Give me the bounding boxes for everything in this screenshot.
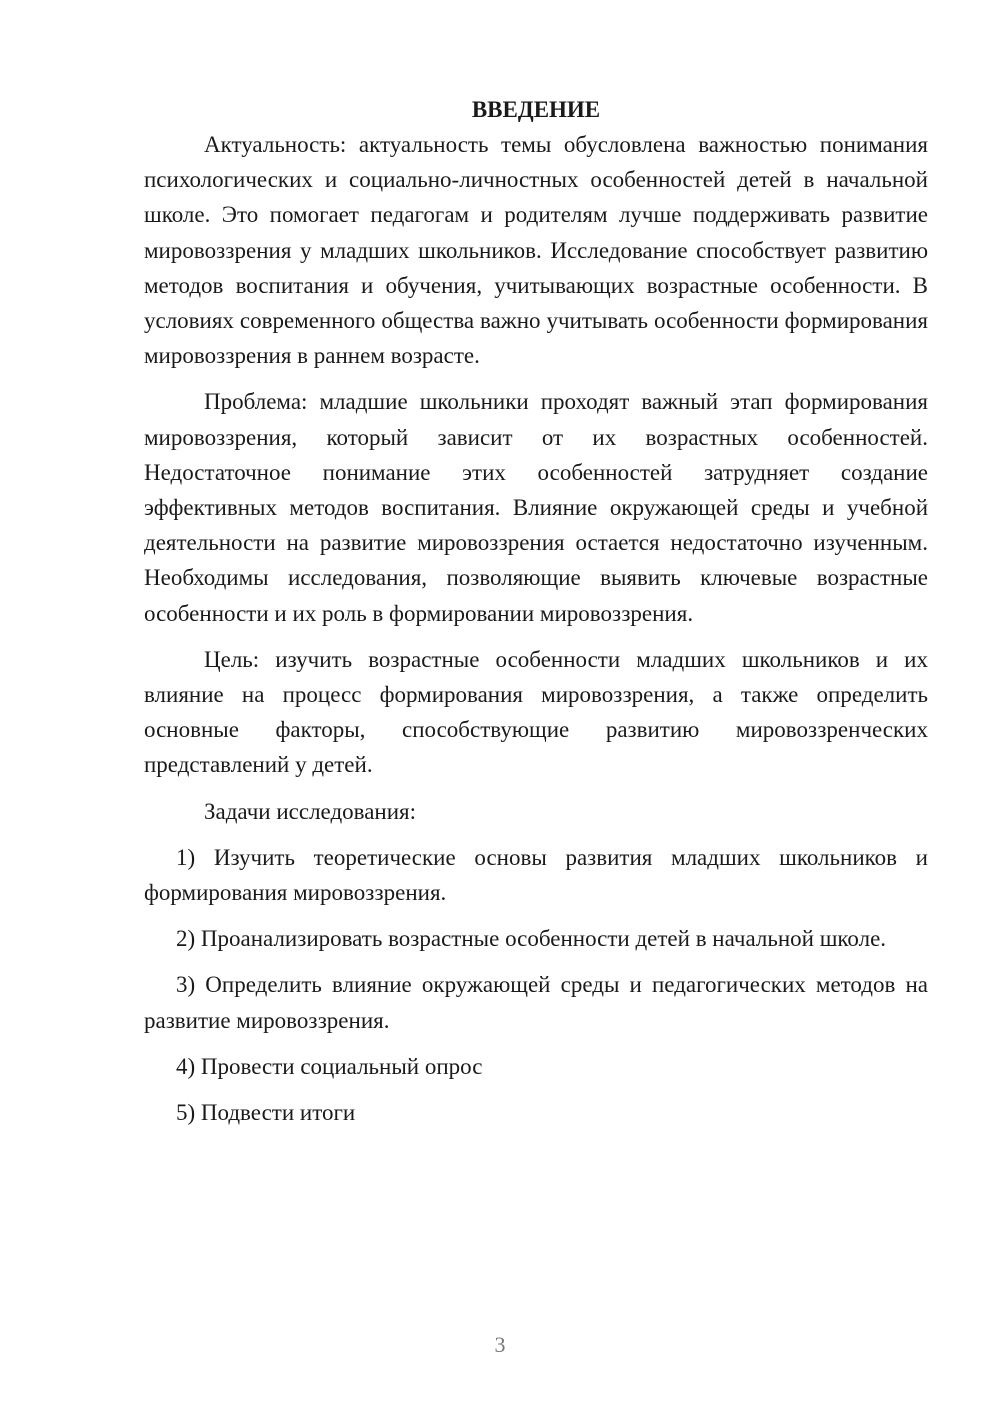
task-item: 2) Проанализировать возрастные особенности детей в начальной школе.	[176, 926, 887, 952]
task-item: 3) Определить влияние окружающей среды и педагогических методов на развитие мировоззрения.	[144, 972, 928, 1033]
task-item: 4) Провести социальный опрос	[176, 1053, 483, 1079]
task-item: 1) Изучить теоретические основы развития младших школьников и формирования мировоззрения.	[144, 844, 928, 906]
paragraph-relevance: Актуальность: актуальность темы обусловлена важностью понимания психологических и социально-личностных особенностей детей в начальной школе. Это помогает педагогам и родителям лучше поддерживать развитие мировоззрения у младших школьников. Исследование способствует развитию методов воспитания и обучения, учитывающих возрастные особенности. В условиях современного общества важно учитывать особенности формирования мировоззрения в раннем возрасте.	[144, 132, 928, 369]
task-item: 5) Подвести итоги	[176, 1100, 356, 1126]
page-number: 3	[494, 1332, 506, 1357]
paragraph-goal: Цель: изучить возрастные особенности младших школьников и их влияние на процесс формирования мировоззрения, а также определить основные факторы, способствующие развитию мировоззренческих представлений у детей.	[144, 646, 928, 778]
page-title: ВВЕДЕНИЕ	[471, 97, 601, 122]
page-body	[144, 92, 928, 1130]
paragraph-problem: Проблема: младшие школьники проходят важный этап формирования мировоззрения, который зависит от их возрастных особенностей. Недостаточное понимание этих особенностей затрудняет создание эффективных методов воспитания. Влияние окружающей среды и учебной деятельности на развитие мировоззрения остается недостаточно изученным. Необходимы исследования, позволяющие выявить ключевые возрастные особенности и их роль в формировании мировоззрения.	[144, 389, 928, 626]
tasks-heading: Задачи исследования:	[204, 798, 417, 824]
